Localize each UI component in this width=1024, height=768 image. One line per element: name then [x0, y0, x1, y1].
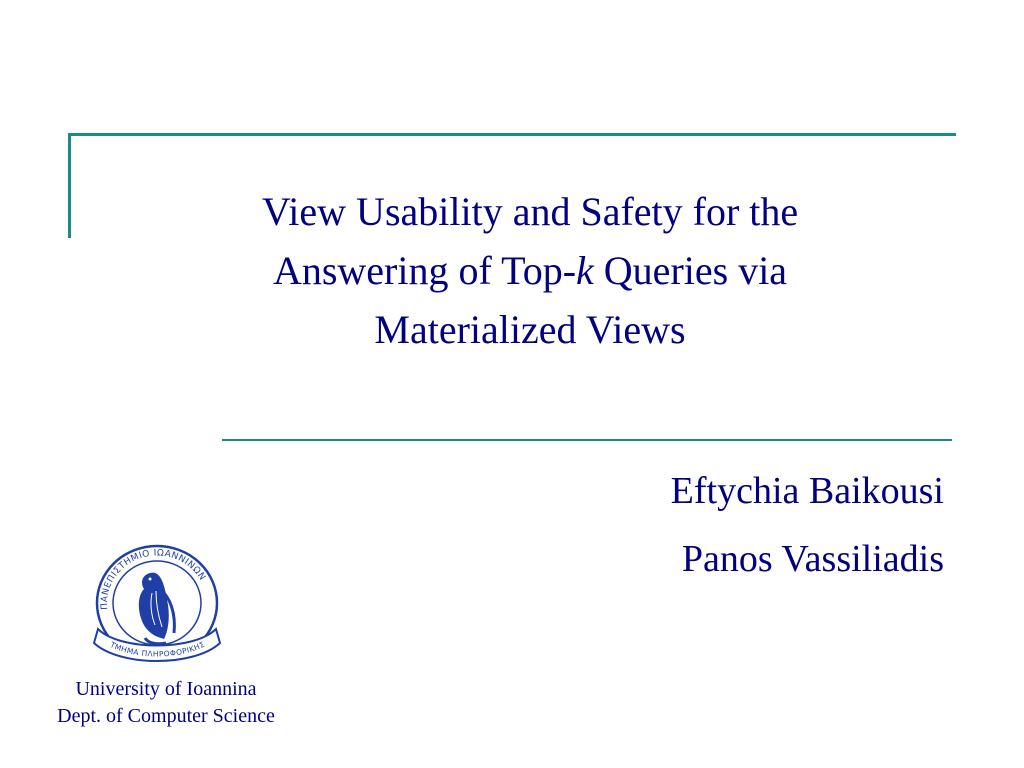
slide-title: [160, 182, 900, 359]
seal-ring-text: ΠΑΝΕΠΙΣΤΗΜΙΟ ΙΩΑΝΝΙΝΩΝ: [99, 548, 208, 611]
seal-bird-figure: [139, 573, 175, 644]
subtitle-divider-line: [222, 439, 952, 441]
author-list: [671, 457, 944, 593]
department-name: Dept. of Computer Science: [57, 705, 275, 727]
title-line-1: View Usability and Safety for the: [261, 189, 799, 234]
author-name-2: Panos Vassiliadis: [681, 538, 944, 580]
author-name-1: Eftychia Baikousi: [670, 470, 944, 512]
title-frame-left-line: [68, 133, 71, 238]
title-line-2-end: Queries via: [593, 248, 788, 293]
title-line-2-start: Answering of Top-: [272, 248, 577, 293]
university-name: University of Ioannina: [75, 678, 257, 700]
title-k-variable: k: [576, 248, 594, 293]
affiliation-block: [20, 676, 312, 730]
title-frame-top-line: [68, 133, 956, 136]
university-seal-icon: [90, 543, 224, 671]
title-line-3: Materialized Views: [374, 307, 686, 352]
seal-banner-text: ΤΜΗΜΑ ΠΛΗΡΟΦΟΡΙΚΗΣ: [108, 639, 207, 659]
